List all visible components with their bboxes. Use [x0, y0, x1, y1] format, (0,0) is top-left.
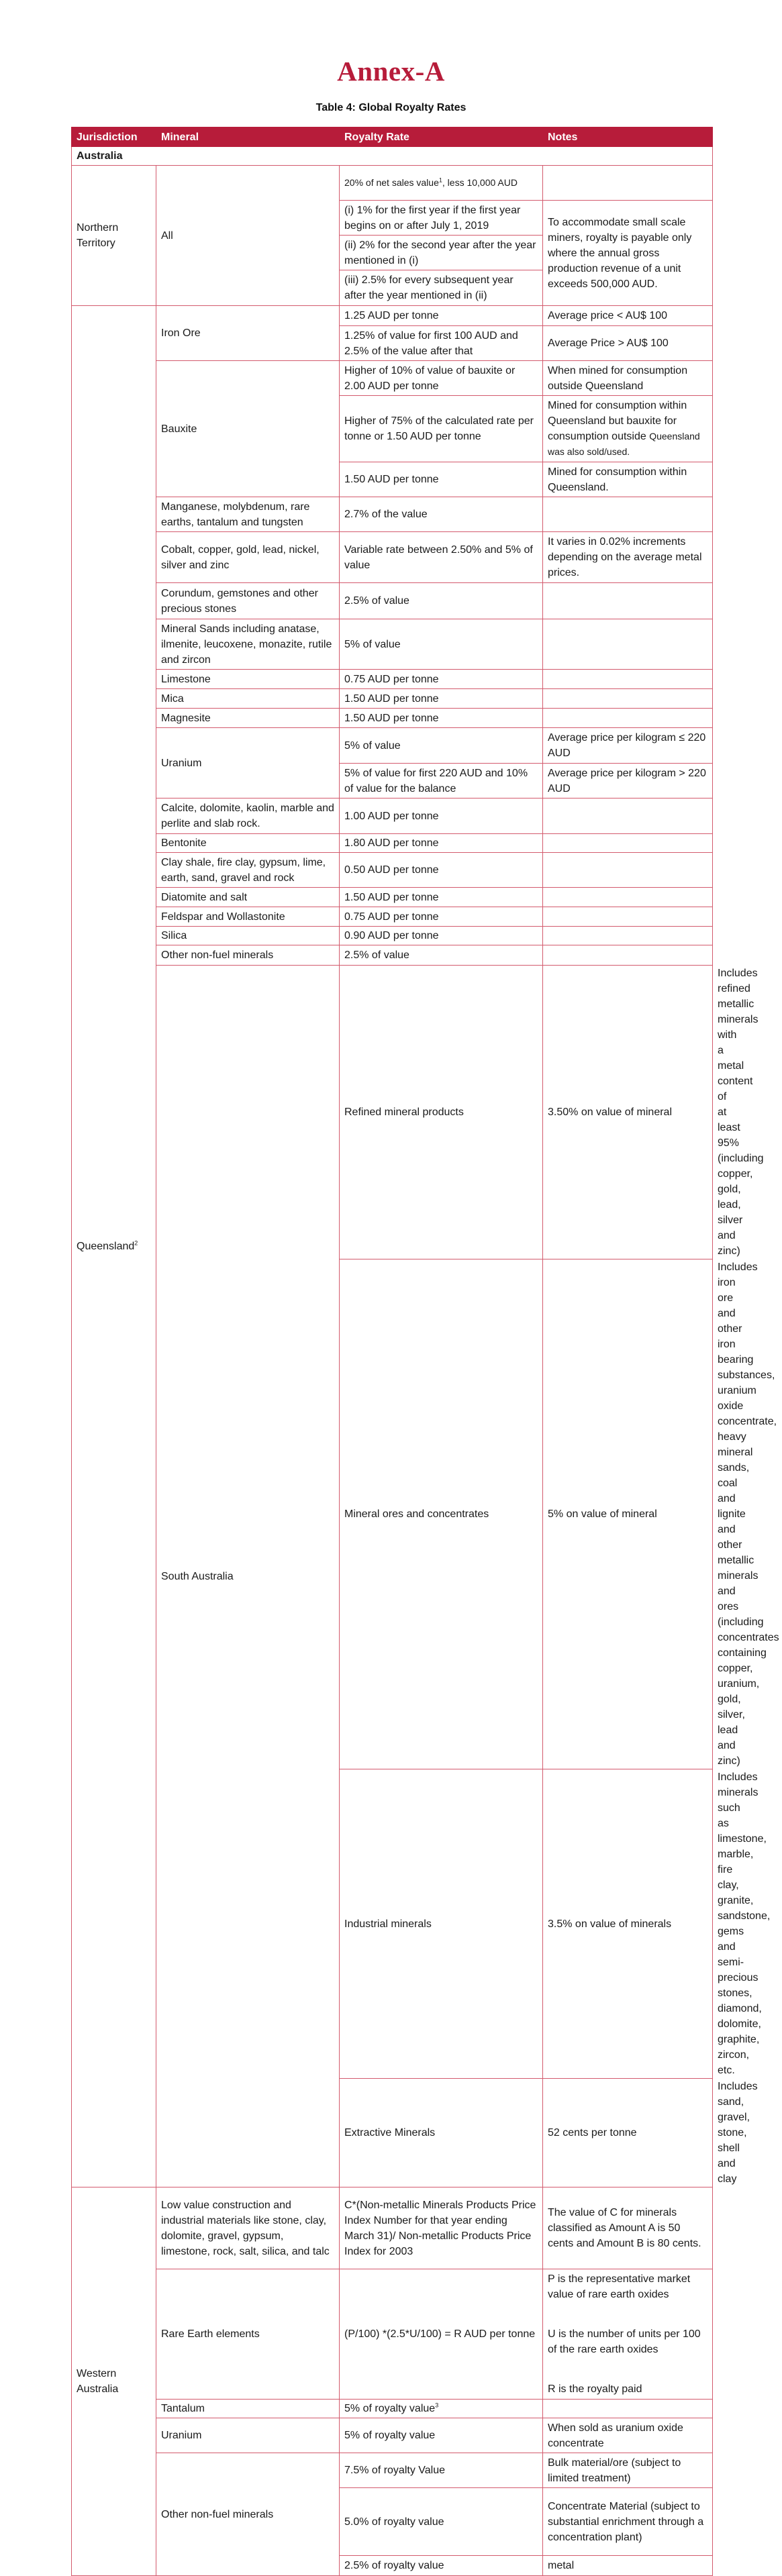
note-cell: It varies in 0.02% increments depending on the average metal prices. — [543, 532, 713, 583]
rate-cell: 1.25% of value for first 100 AUD and 2.5% of the value after that — [340, 326, 543, 361]
note-cell: Average price per kilogram > 220 AUD — [543, 764, 713, 798]
rate-cell: 0.90 AUD per tonne — [340, 927, 543, 945]
note-cell: When sold as uranium oxide concentrate — [543, 2418, 713, 2453]
note-cell — [543, 497, 713, 532]
mineral-cell: Calcite, dolomite, kaolin, marble and perlite and slab rock. — [156, 798, 340, 834]
note-cell — [543, 166, 713, 201]
note-cell — [543, 709, 713, 728]
note-cell — [543, 2400, 713, 2418]
rate-text: 20% of net sales value — [344, 177, 439, 188]
table-row — [72, 583, 713, 619]
note-cell — [543, 583, 713, 619]
note-text: Mined for consumption within Queensland but bauxite for consumption outside — [548, 400, 687, 442]
mineral-cell: Other non-fuel minerals — [156, 2453, 340, 2576]
table-caption: Table 4: Global Royalty Rates — [315, 102, 467, 113]
mineral-cell: Industrial minerals — [340, 1769, 543, 2079]
note-cell: Average Price > AU$ 100 — [543, 326, 713, 361]
rate-cell: 1.50 AUD per tonne — [340, 888, 543, 907]
rate-cell: 5% of value for first 220 AUD and 10% of value for the balance — [340, 764, 543, 798]
rate-cell: 3.50% on value of mineral — [543, 966, 713, 1259]
mineral-cell: Bentonite — [156, 834, 340, 853]
mineral-cell: Corundum, gemstones and other precious stones — [156, 583, 340, 619]
mineral-cell: Limestone — [156, 670, 340, 689]
rate-cell: 0.75 AUD per tonne — [340, 907, 543, 927]
table-row — [72, 532, 713, 583]
table-row — [72, 619, 713, 670]
table-row — [72, 2400, 713, 2418]
rate-cell: C*(Non-metallic Minerals Products Price Index Number for that year ending March 31)/ Non-metallic Products Price Index for 2003 — [340, 2187, 543, 2269]
rate-cell: 5% of value — [340, 619, 543, 670]
table-row — [72, 834, 713, 853]
table-row — [72, 2418, 713, 2453]
mineral-cell: Feldspar and Wollastonite — [156, 907, 340, 927]
rate-cell: 0.50 AUD per tonne — [340, 853, 543, 888]
table-row: Mineral ores and concentrates 5% on value of mineral Includes iron ore and other iron bearing substances, uranium oxide concentrate, heavy mineral sands, coal and lignite and other metallic minerals and ores (including concentrates containing copper, uranium, gold, silver, lead and zinc) — [72, 1259, 713, 1769]
note-cell — [543, 834, 713, 853]
rate-cell: 1.50 AUD per tonne — [340, 709, 543, 728]
footnote-marker: 2 — [134, 1239, 138, 1247]
rate-cell: 5% of royalty value — [340, 2418, 543, 2453]
mineral-cell: Other non-fuel minerals — [156, 945, 340, 966]
section-australia: Australia — [72, 147, 713, 166]
mineral-cell: Cobalt, copper, gold, lead, nickel, silver and zinc — [156, 532, 340, 583]
table-row: Industrial minerals 3.5% on value of minerals Includes minerals such as limestone, marble, fire clay, granite, sandstone, gems and semi-precious stones, diamond, dolomite, graphite, zircon, etc. — [72, 1769, 713, 2079]
mineral-cell: Uranium — [156, 728, 340, 798]
rate-cell: 52 cents per tonne — [543, 2079, 713, 2187]
rate-cell: 1.25 AUD per tonne — [340, 306, 543, 326]
table-row: South Australia Refined mineral products 3.50% on value of mineral Includes refined metallic minerals with a metal content of at least 95% (including copper, gold, lead, silver and zinc) — [72, 966, 713, 1259]
note-cell: The value of C for minerals classified as Amount A is 50 cents and Amount B is 80 cents. — [543, 2187, 713, 2269]
rate-cell: Higher of 10% of value of bauxite or 2.00 AUD per tonne — [340, 361, 543, 396]
rate-cell — [340, 166, 543, 201]
mineral-cell: Mineral Sands including anatase, ilmenite, leucoxene, monazite, rutile and zircon — [156, 619, 340, 670]
rate-cell: 3.5% on value of minerals — [543, 1769, 713, 2079]
table-row — [72, 798, 713, 834]
note-cell — [543, 888, 713, 907]
mineral-cell: Mineral ores and concentrates — [340, 1259, 543, 1769]
note-cell — [543, 907, 713, 927]
note-cell — [543, 2269, 713, 2400]
rate-cell: 2.5% of royalty value — [340, 2556, 543, 2576]
rate-text-tail: , less 10,000 AUD — [442, 177, 518, 188]
table-row — [72, 2269, 713, 2400]
table-row — [72, 497, 713, 532]
rate-cell: 5.0% of royalty value — [340, 2488, 543, 2556]
note-text-small: Queensland was also sold/used. — [548, 431, 700, 457]
table-row — [72, 888, 713, 907]
note-cell: Mined for consumption within Queensland. — [543, 462, 713, 497]
rate-cell: 5% of value — [340, 728, 543, 764]
rate-cell: (i) 1% for the first year if the first year begins on or after July 1, 2019 — [340, 201, 543, 236]
note-cell: To accommodate small scale miners, royalty is payable only where the annual gross production revenue of a unit exceeds 500,000 AUD. — [543, 201, 713, 306]
mineral-cell: Diatomite and salt — [156, 888, 340, 907]
rate-cell: 1.00 AUD per tonne — [340, 798, 543, 834]
header-royalty-rate: Royalty Rate — [340, 127, 543, 147]
mineral-cell: Clay shale, fire clay, gypsum, lime, earth, sand, gravel and rock — [156, 853, 340, 888]
rate-cell: 1.50 AUD per tonne — [340, 462, 543, 497]
section-row — [72, 147, 713, 166]
header-jurisdiction: Jurisdiction — [72, 127, 156, 147]
note-cell: Average price < AU$ 100 — [543, 306, 713, 326]
table-row — [72, 945, 713, 966]
table-row — [72, 689, 713, 709]
rate-cell: 7.5% of royalty Value — [340, 2453, 543, 2488]
rate-cell: 1.50 AUD per tonne — [340, 689, 543, 709]
footnote-marker: 1 — [438, 176, 442, 184]
table-row — [72, 709, 713, 728]
note-cell — [543, 396, 713, 462]
mineral-cell: Manganese, molybdenum, rare earths, tantalum and tungsten — [156, 497, 340, 532]
rate-cell — [340, 2400, 543, 2418]
mineral-cell: Silica — [156, 927, 340, 945]
rate-cell: 2.5% of value — [340, 583, 543, 619]
mineral-cell: Iron Ore — [156, 306, 340, 361]
table-row — [72, 2187, 713, 2269]
rate-cell: (iii) 2.5% for every subsequent year after the year mentioned in (ii) — [340, 270, 543, 306]
note-p: P is the representative market value of rare earth oxides — [548, 2273, 691, 2300]
note-u: U is the number of units per 100 of the rare earth oxides — [548, 2328, 701, 2355]
note-cell: Average price per kilogram ≤ 220 AUD — [543, 728, 713, 764]
rate-text: 5% of royalty value — [344, 2403, 436, 2414]
note-cell: When mined for consumption outside Queensland — [543, 361, 713, 396]
note-cell — [543, 619, 713, 670]
table-row — [72, 907, 713, 927]
mineral-cell: Extractive Minerals — [340, 2079, 543, 2187]
note-cell — [543, 670, 713, 689]
note-r: R is the royalty paid — [548, 2383, 642, 2395]
mineral-cell: Low value construction and industrial materials like stone, clay, dolomite, gravel, gypsum, limestone, rock, salt, silica, and talc — [156, 2187, 340, 2269]
note-cell — [543, 689, 713, 709]
jurisdiction-cell: South Australia — [156, 966, 340, 2187]
table-row — [72, 166, 713, 201]
rate-cell: 5% on value of mineral — [543, 1259, 713, 1769]
note-cell — [543, 927, 713, 945]
table-row: Extractive Minerals 52 cents per tonne Includes sand, gravel, stone, shell and clay — [72, 2079, 713, 2187]
rate-cell: (P/100) *(2.5*U/100) = R AUD per tonne — [340, 2269, 543, 2400]
table-row — [72, 853, 713, 888]
header-mineral: Mineral — [156, 127, 340, 147]
mineral-cell: Tantalum — [156, 2400, 340, 2418]
rate-cell: Variable rate between 2.50% and 5% of value — [340, 532, 543, 583]
royalty-table — [71, 127, 779, 2576]
rate-cell: 1.80 AUD per tonne — [340, 834, 543, 853]
table-header-row — [72, 127, 713, 147]
jurisdiction-cell — [72, 306, 156, 2187]
table-row — [72, 728, 713, 764]
mineral-cell: Refined mineral products — [340, 966, 543, 1259]
rate-cell: Higher of 75% of the calculated rate per tonne or 1.50 AUD per tonne — [340, 396, 543, 462]
mineral-cell: Magnesite — [156, 709, 340, 728]
mineral-cell: All — [156, 166, 340, 306]
page-title: Annex-A — [337, 56, 445, 87]
rate-cell: 2.5% of value — [340, 945, 543, 966]
note-cell: Concentrate Material (subject to substantial enrichment through a concentration plant) — [543, 2488, 713, 2556]
note-cell — [543, 798, 713, 834]
rate-cell: (ii) 2% for the second year after the year mentioned in (i) — [340, 236, 543, 270]
note-cell — [543, 853, 713, 888]
header-notes: Notes — [543, 127, 713, 147]
mineral-cell: Uranium — [156, 2418, 340, 2453]
table-row — [72, 670, 713, 689]
jurisdiction-cell: Western Australia — [72, 2187, 156, 2576]
mineral-cell: Mica — [156, 689, 340, 709]
table-row — [72, 2453, 713, 2488]
jurisdiction-cell: Northern Territory — [72, 166, 156, 306]
table-row — [72, 306, 713, 326]
mineral-cell: Bauxite — [156, 361, 340, 497]
mineral-cell: Rare Earth elements — [156, 2269, 340, 2400]
note-cell: metal — [543, 2556, 713, 2576]
rate-cell: 2.7% of the value — [340, 497, 543, 532]
table-row — [72, 361, 713, 396]
footnote-marker: 3 — [435, 2402, 439, 2409]
note-cell: Bulk material/ore (subject to limited treatment) — [543, 2453, 713, 2488]
rate-cell: 0.75 AUD per tonne — [340, 670, 543, 689]
table-row — [72, 927, 713, 945]
jurisdiction-text: Queensland — [77, 1241, 135, 1252]
note-cell — [543, 945, 713, 966]
